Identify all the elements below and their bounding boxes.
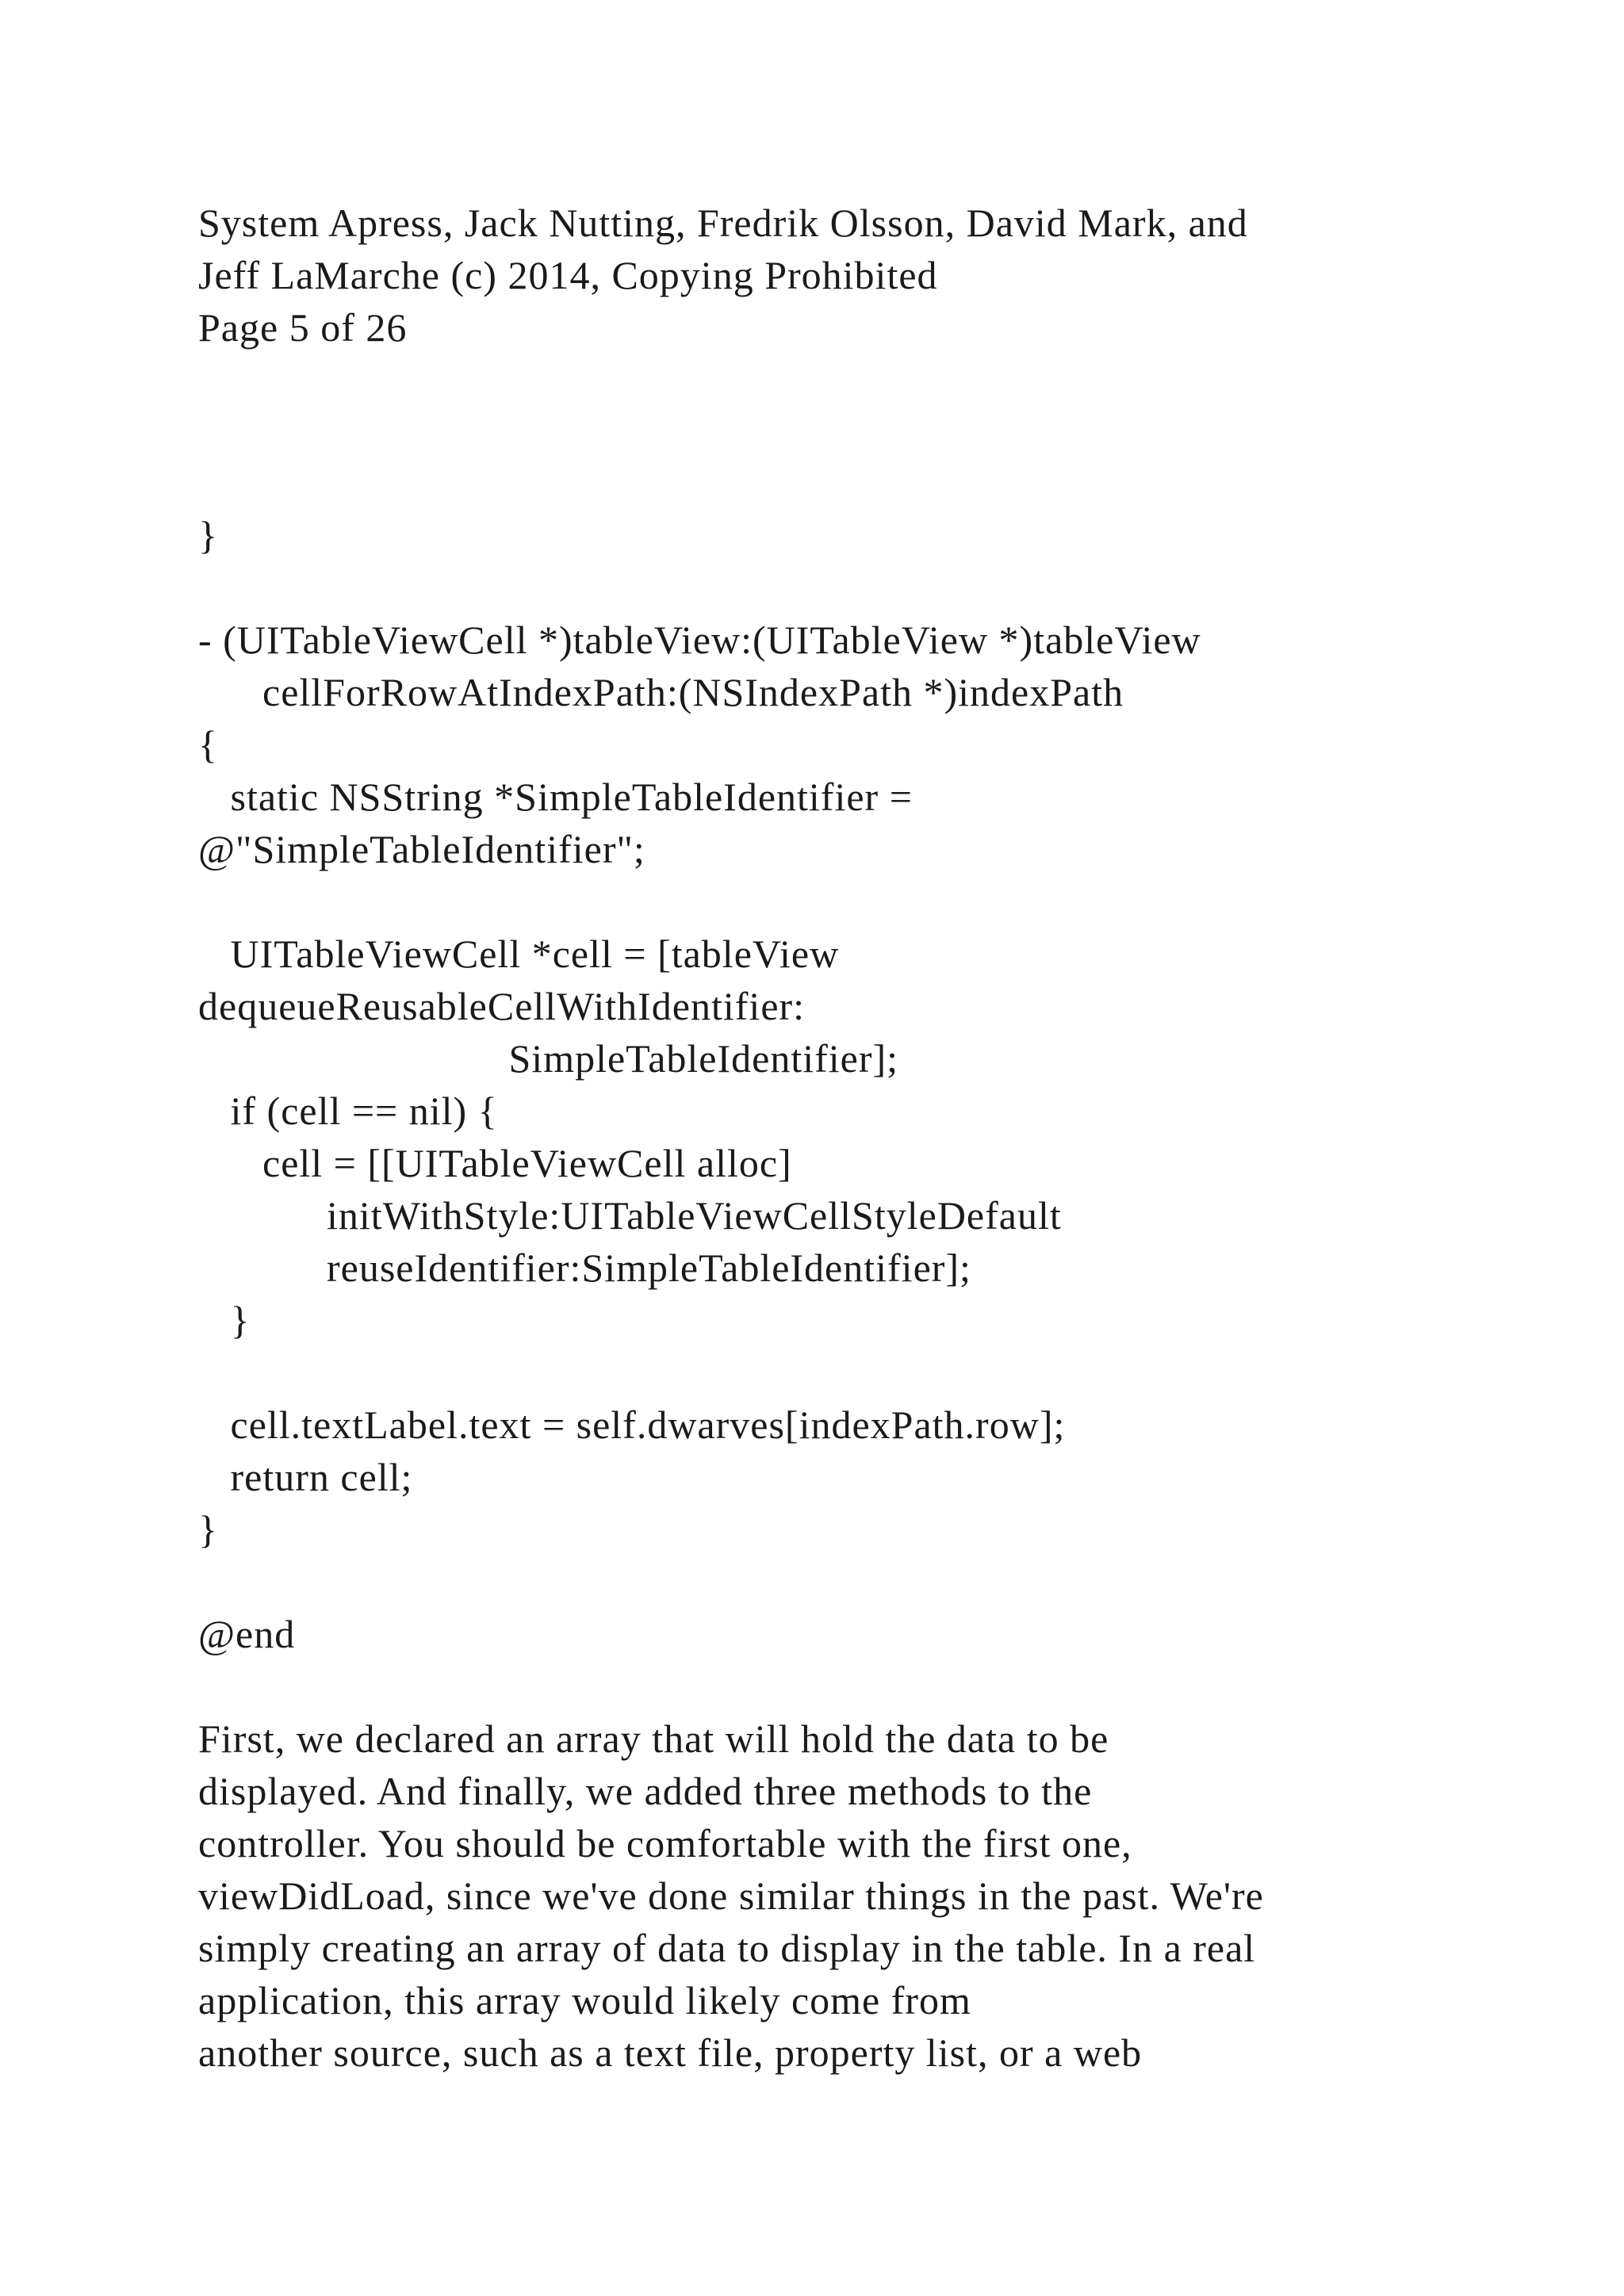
paragraph-line: simply creating an array of data to display in the table. In a real bbox=[198, 1926, 1256, 1970]
code-line: } bbox=[198, 513, 218, 557]
paragraph-line: controller. You should be comfortable with the first one, bbox=[198, 1821, 1132, 1866]
header-line-2: Jeff LaMarche (c) 2014, Copying Prohibited bbox=[198, 253, 938, 297]
code-line: return cell; bbox=[198, 1455, 413, 1499]
code-line: { bbox=[198, 722, 218, 767]
code-line: @end bbox=[198, 1612, 296, 1656]
header-line-1: System Apress, Jack Nutting, Fredrik Olsson, David Mark, and bbox=[198, 201, 1248, 245]
code-line: dequeueReusableCellWithIdentifier: bbox=[198, 984, 806, 1028]
code-line: SimpleTableIdentifier]; bbox=[198, 1036, 899, 1081]
code-line: } bbox=[198, 1507, 218, 1552]
code-line: static NSString *SimpleTableIdentifier = bbox=[198, 775, 913, 819]
paragraph-line: application, this array would likely come from bbox=[198, 1978, 971, 2022]
code-line: initWithStyle:UITableViewCellStyleDefault bbox=[198, 1193, 1062, 1238]
paragraph-line: displayed. And finally, we added three methods to the bbox=[198, 1769, 1093, 1813]
code-line: - (UITableViewCell *)tableView:(UITableView *)tableView bbox=[198, 618, 1201, 662]
code-line: cell = [[UITableViewCell alloc] bbox=[198, 1141, 792, 1185]
code-line: cell.textLabel.text = self.dwarves[indexPath.row]; bbox=[198, 1402, 1066, 1447]
paragraph-line: viewDidLoad, since we've done similar things in the past. We're bbox=[198, 1873, 1264, 1918]
code-line: reuseIdentifier:SimpleTableIdentifier]; bbox=[198, 1246, 971, 1290]
code-line: } bbox=[198, 1298, 251, 1342]
code-line: cellForRowAtIndexPath:(NSIndexPath *)indexPath bbox=[198, 670, 1124, 714]
paragraph-line: First, we declared an array that will hold the data to be bbox=[198, 1716, 1109, 1761]
page-number: Page 5 of 26 bbox=[198, 305, 408, 350]
code-line: UITableViewCell *cell = [tableView bbox=[198, 932, 840, 976]
paragraph-line: another source, such as a text file, property list, or a web bbox=[198, 2030, 1143, 2075]
code-line: if (cell == nil) { bbox=[198, 1089, 498, 1133]
code-line: @"SimpleTableIdentifier"; bbox=[198, 827, 645, 871]
